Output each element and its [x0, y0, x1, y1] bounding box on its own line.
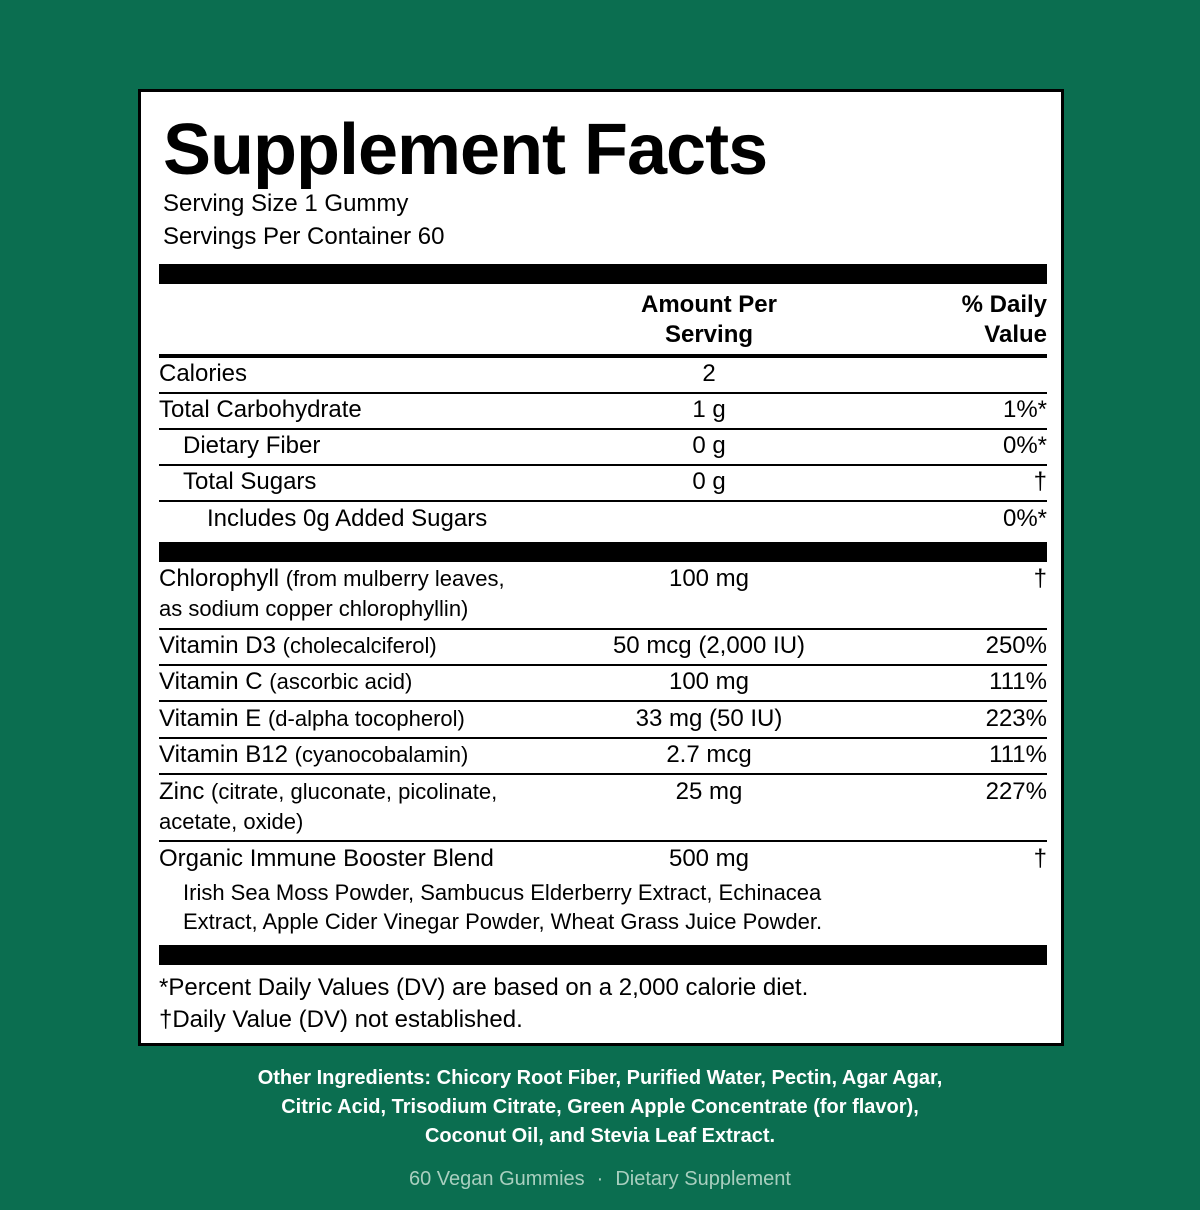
thick-divider: [159, 264, 1047, 284]
ingredient-row-chlorophyll: [159, 564, 1047, 626]
nutrient-amount: 1 g: [692, 396, 726, 423]
thick-divider: [159, 542, 1047, 562]
ingredient-name: Vitamin E (d-alpha tocopherol): [159, 705, 465, 732]
other-ingredients: Other Ingredients: Chicory Root Fiber, Purified Water, Pectin, Agar Agar, Citric Acid, Trisodium Citrate, Green Apple Concentrate (for flavor), Coconut Oil, and Stevia Leaf Extract.: [257, 1067, 943, 1147]
nutrient-amount: 0 g: [692, 468, 726, 495]
footnote-dv-not-established: †Daily Value (DV) not established.: [159, 1006, 523, 1033]
ingredient-name: Vitamin B12 (cyanocobalamin): [159, 741, 469, 768]
ingredient-dv: †: [1033, 845, 1047, 872]
nutrient-dv: †: [1033, 468, 1047, 495]
gummy-count: 60 Vegan Gummies: [409, 1168, 585, 1190]
daily-value-header: % Daily Value: [961, 291, 1047, 348]
separator: ·: [596, 1168, 604, 1190]
ingredient-amount: 50 mcg (2,000 IU): [612, 632, 806, 659]
row-divider: [159, 500, 1047, 502]
row-divider: [159, 700, 1047, 702]
panel-title: Supplement Facts: [163, 110, 768, 190]
row-divider: [159, 628, 1047, 630]
ingredient-amount: 2.7 mcg: [666, 741, 752, 768]
nutrient-name: Calories: [159, 360, 248, 387]
nutrient-dv: 1%*: [1002, 396, 1047, 423]
ingredient-amount: 100 mg: [668, 668, 750, 695]
nutrient-name: Total Carbohydrate: [159, 396, 362, 423]
ingredient-dv: †: [1033, 565, 1047, 592]
ingredient-name: Vitamin D3 (cholecalciferol): [159, 632, 437, 659]
product-type: Dietary Supplement: [615, 1168, 791, 1190]
ingredient-detail: as sodium copper chlorophyllin): [159, 596, 469, 621]
blend-description-line1: Irish Sea Moss Powder, Sambucus Elderberry Extract, Echinacea: [183, 880, 822, 905]
ingredient-dv: 227%: [985, 778, 1047, 805]
ingredient-dv: 111%: [989, 741, 1047, 768]
ingredient-amount: 33 mg (50 IU): [635, 705, 783, 732]
ingredient-detail: acetate, oxide): [159, 809, 304, 834]
nutrient-name: Includes 0g Added Sugars: [207, 505, 488, 532]
ingredient-row-zinc: [159, 777, 1047, 839]
amount-per-serving-header: Amount Per Serving: [640, 291, 777, 348]
header-divider: [159, 354, 1047, 358]
serving-size: Serving Size 1 Gummy: [163, 190, 409, 217]
ingredient-amount: 100 mg: [668, 565, 750, 592]
row-divider: [159, 840, 1047, 842]
ingredient-name: Organic Immune Booster Blend: [159, 845, 494, 872]
row-divider: [159, 773, 1047, 775]
ingredient-name: Zinc (citrate, gluconate, picolinate,: [159, 778, 498, 805]
ingredient-amount: 500 mg: [668, 845, 750, 872]
row-divider: [159, 664, 1047, 666]
servings-per-container: Servings Per Container 60: [163, 223, 445, 250]
blend-description-line2: Extract, Apple Cider Vinegar Powder, Wheat Grass Juice Powder.: [183, 909, 823, 934]
nutrient-dv: 0%*: [1002, 432, 1047, 459]
ingredient-name: Vitamin C (ascorbic acid): [159, 668, 413, 695]
row-divider: [159, 464, 1047, 466]
nutrient-dv: 0%*: [1002, 505, 1047, 532]
nutrient-amount: 0 g: [692, 432, 726, 459]
ingredient-dv: 223%: [985, 705, 1047, 732]
ingredient-amount: 25 mg: [675, 778, 743, 805]
supplement-facts-panel: [138, 89, 1064, 1046]
row-divider: [159, 737, 1047, 739]
footnote-percent-dv: *Percent Daily Values (DV) are based on a 2,000 calorie diet.: [159, 974, 809, 1001]
ingredient-dv: 111%: [989, 668, 1047, 695]
nutrient-name: Total Sugars: [183, 468, 317, 495]
product-tagline: [0, 1166, 1200, 1192]
nutrient-name: Dietary Fiber: [183, 432, 321, 459]
ingredient-dv: 250%: [985, 632, 1047, 659]
thick-divider: [159, 945, 1047, 965]
row-divider: [159, 392, 1047, 394]
nutrient-amount: 2: [702, 360, 716, 387]
row-divider: [159, 428, 1047, 430]
ingredient-name: Chlorophyll (from mulberry leaves,: [159, 565, 505, 592]
